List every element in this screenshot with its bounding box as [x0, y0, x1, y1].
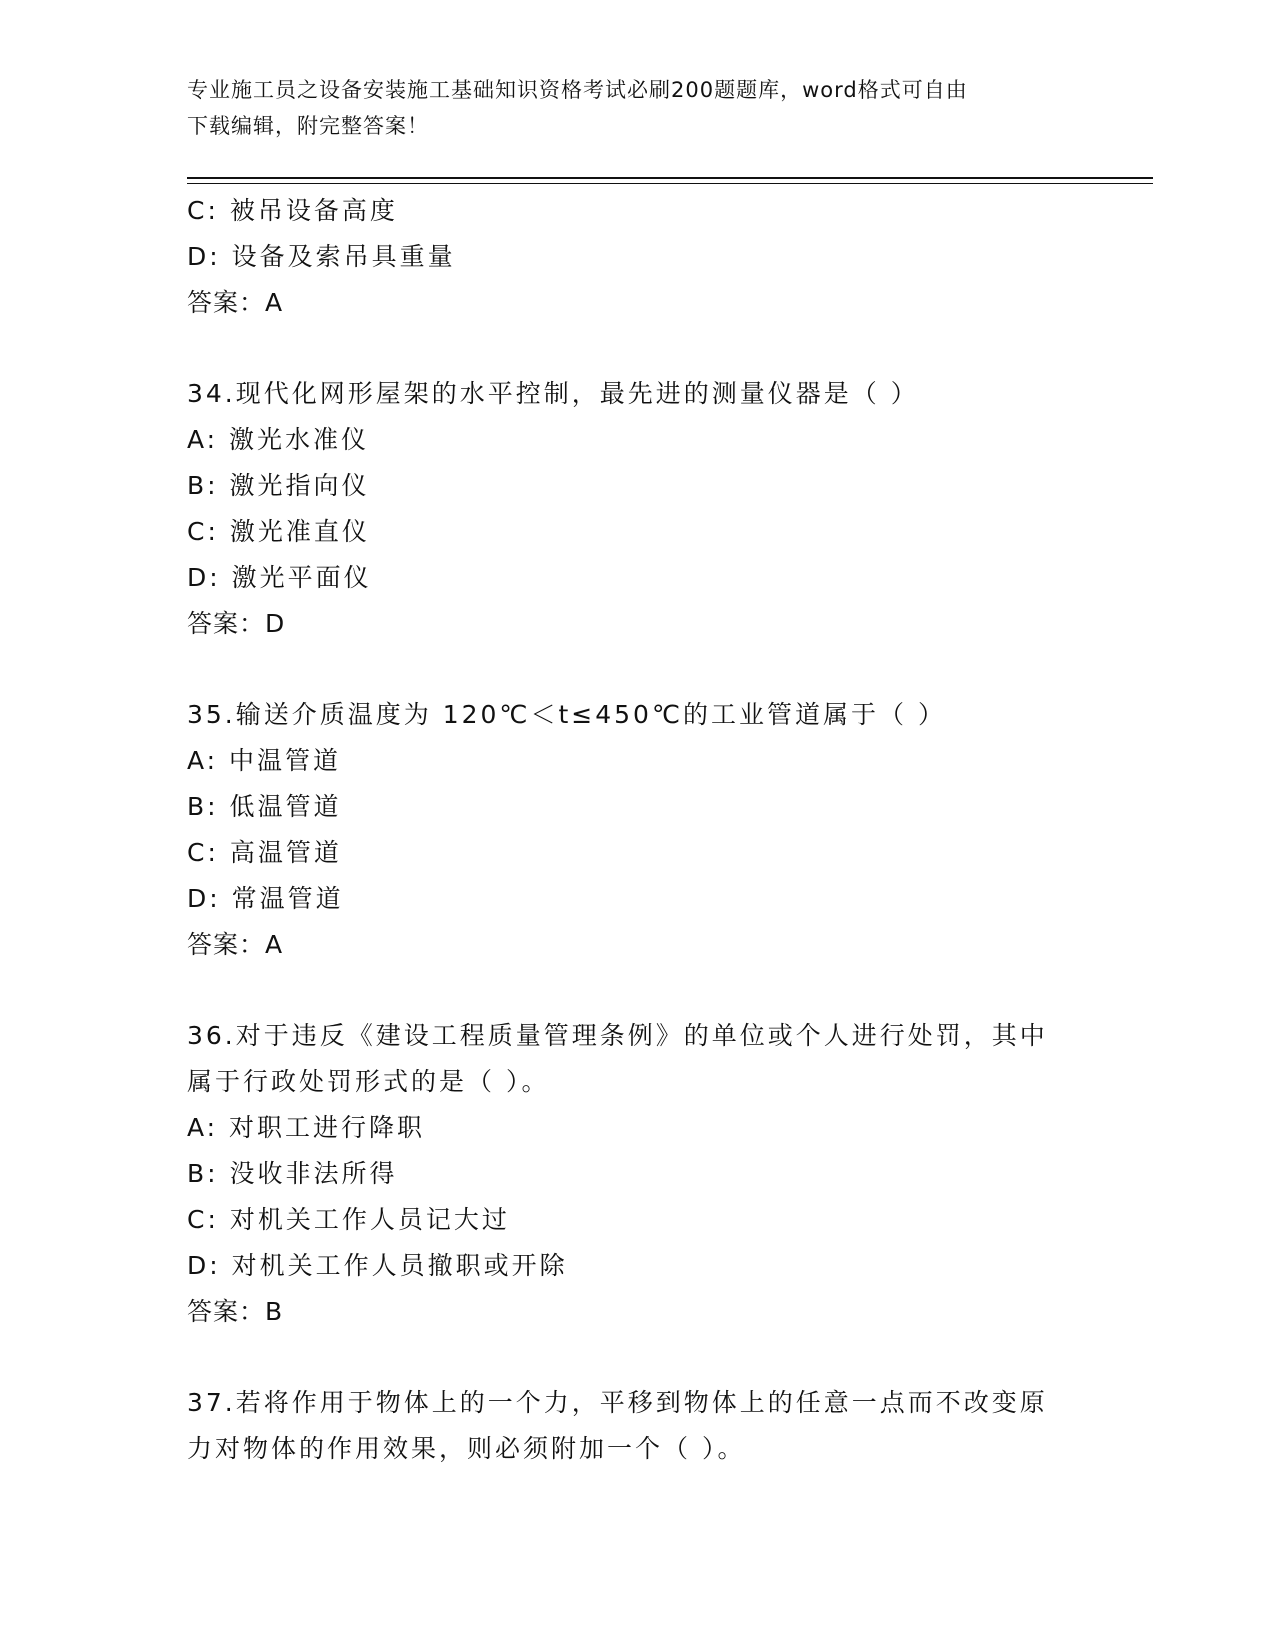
document-header — [187, 72, 1087, 144]
option-b: B: 低温管道 — [187, 792, 342, 821]
header-line-1: 专业施工员之设备安装施工基础知识资格考试必刷200题题库，word格式可自由 — [187, 78, 968, 102]
spacer — [187, 968, 1087, 1013]
header-line-2: 下载编辑，附完整答案！ — [187, 114, 429, 138]
question-stem: 35.输送介质温度为 120℃＜t≤450℃的工业管道属于（ ） — [187, 700, 946, 729]
option-a: A: 激光水准仪 — [187, 425, 370, 454]
header-divider-thick — [187, 177, 1153, 179]
option-c: C: 激光准直仪 — [187, 517, 370, 546]
option-b: B: 激光指向仪 — [187, 471, 370, 500]
question-stem: 34.现代化网形屋架的水平控制，最先进的测量仪器是（ ） — [187, 379, 919, 408]
question-36 — [187, 1013, 1087, 1335]
option-d: D: 激光平面仪 — [187, 563, 372, 592]
question-list — [187, 188, 1087, 1472]
header-divider-thin — [187, 183, 1153, 184]
question-34 — [187, 371, 1087, 647]
answer: 答案：A — [187, 288, 284, 317]
option-c: C: 被吊设备高度 — [187, 196, 398, 225]
question-37 — [187, 1380, 1087, 1472]
spacer — [187, 1335, 1087, 1380]
spacer — [187, 326, 1087, 371]
question-stem-line-2: 属于行政处罚形式的是（ ）。 — [187, 1067, 550, 1096]
answer: 答案：B — [187, 1297, 284, 1326]
option-c: C: 高温管道 — [187, 838, 342, 867]
option-d: D: 常温管道 — [187, 884, 344, 913]
prev-question-block — [187, 188, 1087, 326]
question-stem-line-1: 37.若将作用于物体上的一个力，平移到物体上的任意一点而不改变原 — [187, 1388, 1048, 1417]
option-d: D: 设备及索吊具重量 — [187, 242, 456, 271]
question-stem-line-2: 力对物体的作用效果，则必须附加一个（ ）。 — [187, 1434, 746, 1463]
answer: 答案：D — [187, 609, 286, 638]
question-35 — [187, 692, 1087, 968]
spacer — [187, 647, 1087, 692]
answer: 答案：A — [187, 930, 284, 959]
option-c: C: 对机关工作人员记大过 — [187, 1205, 510, 1234]
option-a: A: 对职工进行降职 — [187, 1113, 426, 1142]
question-stem-line-1: 36.对于违反《建设工程质量管理条例》的单位或个人进行处罚，其中 — [187, 1021, 1048, 1050]
option-d: D: 对机关工作人员撤职或开除 — [187, 1251, 568, 1280]
option-b: B: 没收非法所得 — [187, 1159, 398, 1188]
option-a: A: 中温管道 — [187, 746, 342, 775]
